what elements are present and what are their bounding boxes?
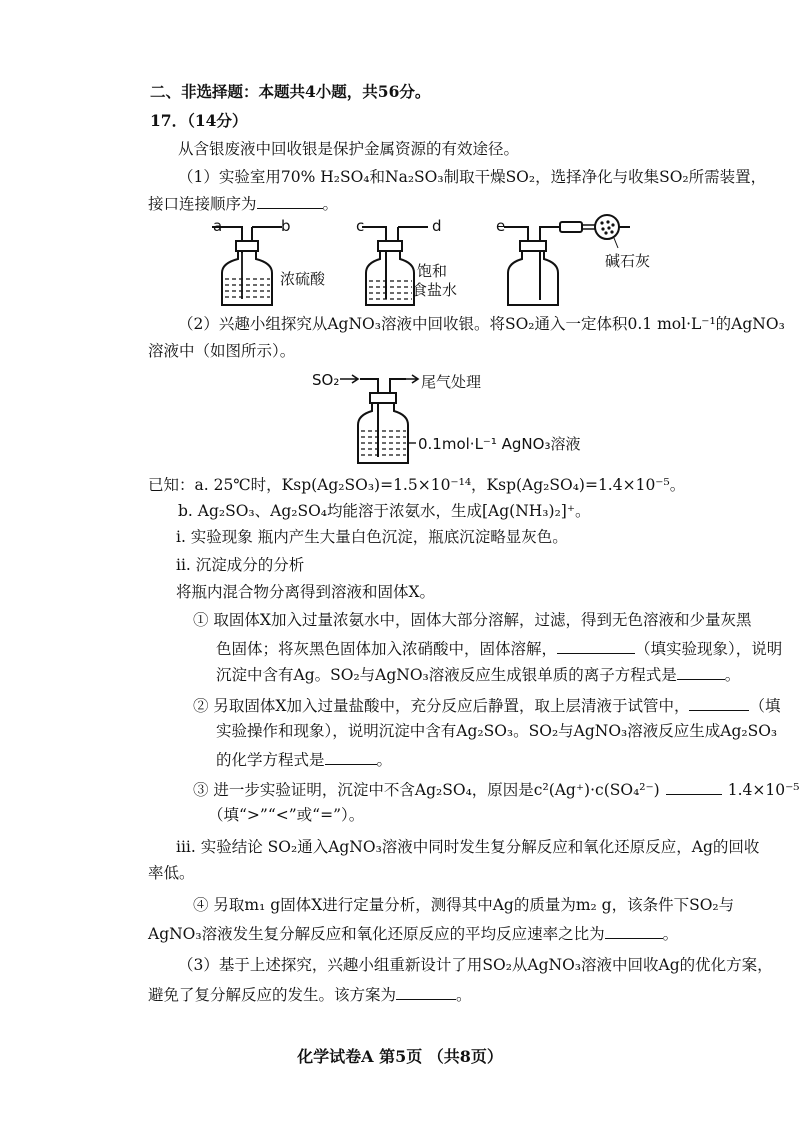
known-b: b. Ag₂SO₃、Ag₂SO₄均能溶于浓氨水，生成[Ag(NH₃)₂]⁺。	[178, 502, 591, 520]
stage-ii-title: ii. 沉淀成分的分析	[176, 556, 305, 574]
part3-line2-text: 避免了复分解反应的发生。该方案为	[148, 986, 397, 1004]
page-footer: 化学试卷A 第5页 （共8页）	[297, 1047, 503, 1066]
label-saturated-2: 食盐水	[412, 281, 458, 299]
port-b-label: b	[281, 217, 291, 235]
q3-line2: （填“>”“<”或“=”）。	[208, 806, 365, 824]
answer-blank-chemical-equation[interactable]	[325, 748, 377, 765]
q4-line1: ④ 另取m₁ g固体X进行定量分析，测得其中Ag的质量为m₂ g，该条件下SO₂与	[193, 896, 735, 914]
answer-blank-comparison[interactable]	[666, 778, 722, 795]
label-saturated-1: 饱和	[417, 262, 448, 280]
so2-inlet-label: SO₂	[312, 371, 340, 389]
q2-line1-tail: （填	[749, 697, 781, 715]
answer-blank-ionic-equation[interactable]	[677, 663, 725, 680]
q1-line3	[216, 663, 740, 685]
q2-line1-text: ② 另取固体X加入过量盐酸中，充分反应后静置，取上层清液于试管中，	[193, 697, 690, 715]
section-heading: 二、非选择题：本题共4小题，共56分。	[150, 82, 431, 101]
answer-blank-optimized-scheme[interactable]	[396, 983, 456, 1000]
question-number: 17．（14分）	[150, 111, 248, 130]
q3-line1-text: ③ 进一步实验证明，沉淀中不含Ag₂SO₄，原因是c²(Ag⁺)·c(SO₄²⁻)	[193, 781, 660, 799]
stage-i-phenomenon: i. 实验现象 瓶内产生大量白色沉淀，瓶底沉淀略显灰色。	[176, 528, 568, 546]
port-d-label: d	[432, 217, 442, 235]
q3-ksp-value: 1.4×10⁻⁵	[727, 781, 800, 799]
q1-line2-text: 色固体；将灰黑色固体加入浓硝酸中，固体溶解，	[216, 640, 558, 658]
q2-line3	[216, 748, 392, 770]
q4-line2-text: AgNO₃溶液发生复分解反应和氧化还原反应的平均反应速率之比为	[148, 925, 605, 943]
part1-line2-end: 。	[322, 195, 339, 213]
exhaust-treatment-label: 尾气处理	[421, 373, 482, 391]
q1-line3-text: 沉淀中含有Ag。SO₂与AgNO₃溶液反应生成银单质的离子方程式是	[216, 666, 677, 684]
part3-line2-end: 。	[456, 986, 472, 1004]
q4-line2-end: 。	[662, 925, 679, 943]
q1-line1: ① 取固体X加入过量浓氨水中，固体大部分溶解，过滤，得到无色溶液和少量灰黑	[193, 611, 752, 629]
collection-bottle-with-soda-lime-tube	[490, 210, 690, 310]
q1-line2	[216, 637, 782, 659]
q2-line3-end: 。	[376, 751, 393, 769]
known-a: 已知：a. 25℃时，Ksp(Ag₂SO₃)=1.5×10⁻¹⁴，Ksp(Ag₂SO₄)=1.4×10⁻⁵。	[148, 476, 686, 494]
port-c-label: c	[356, 217, 365, 235]
answer-blank-rate-ratio[interactable]	[605, 922, 663, 939]
q2-line2: 实验操作和现象），说明沉淀中含有Ag₂SO₃。SO₂与AgNO₃溶液反应生成Ag₂SO₃	[216, 722, 778, 740]
q2-line3-text: 的化学方程式是	[216, 751, 325, 769]
q3-line1	[193, 778, 800, 800]
port-a-label: a	[213, 217, 223, 235]
stage-iii-line2: 率低。	[148, 864, 195, 882]
part2-line1: （2）兴趣小组探究从AgNO₃溶液中回收银。将SO₂通入一定体积0.1 mol·L⁻¹的AgNO₃	[178, 315, 785, 333]
part1-line2-text: 接口连接顺序为	[148, 195, 257, 213]
label-conc-sulfuric-acid: 浓硫酸	[280, 270, 326, 288]
label-soda-lime: 碱石灰	[605, 252, 651, 270]
question-intro: 从含银废液中回收银是保护金属资源的有效途径。	[178, 140, 520, 158]
agno3-solution-label: 0.1mol·L⁻¹ AgNO₃溶液	[418, 435, 581, 453]
part1-line2	[148, 192, 338, 214]
stage-ii-intro: 将瓶内混合物分离得到溶液和固体X。	[176, 583, 436, 601]
answer-blank-operation[interactable]	[689, 694, 749, 711]
stage-iii-line1: iii. 实验结论 SO₂通入AgNO₃溶液中同时发生复分解反应和氧化还原反应，Ag的回收	[176, 838, 760, 856]
q4-line2	[148, 922, 678, 944]
part3-line1: （3）基于上述探究，兴趣小组重新设计了用SO₂从AgNO₃溶液中回收Ag的优化方案，	[178, 956, 773, 974]
part3-line2	[148, 983, 472, 1005]
part1-line1: （1）实验室用70% H₂SO₄和Na₂SO₃制取干燥SO₂，选择净化与收集SO₂所需装置，	[178, 168, 767, 186]
answer-blank-connection-order[interactable]	[257, 192, 323, 209]
q1-line2-tail: （填实验现象），说明	[635, 640, 783, 658]
q1-line3-end: 。	[724, 666, 741, 684]
port-e-label: e	[496, 217, 506, 235]
answer-blank-phenomenon[interactable]	[557, 637, 635, 654]
part2-line2: 溶液中（如图所示）。	[148, 342, 296, 360]
q2-line1	[193, 694, 780, 716]
